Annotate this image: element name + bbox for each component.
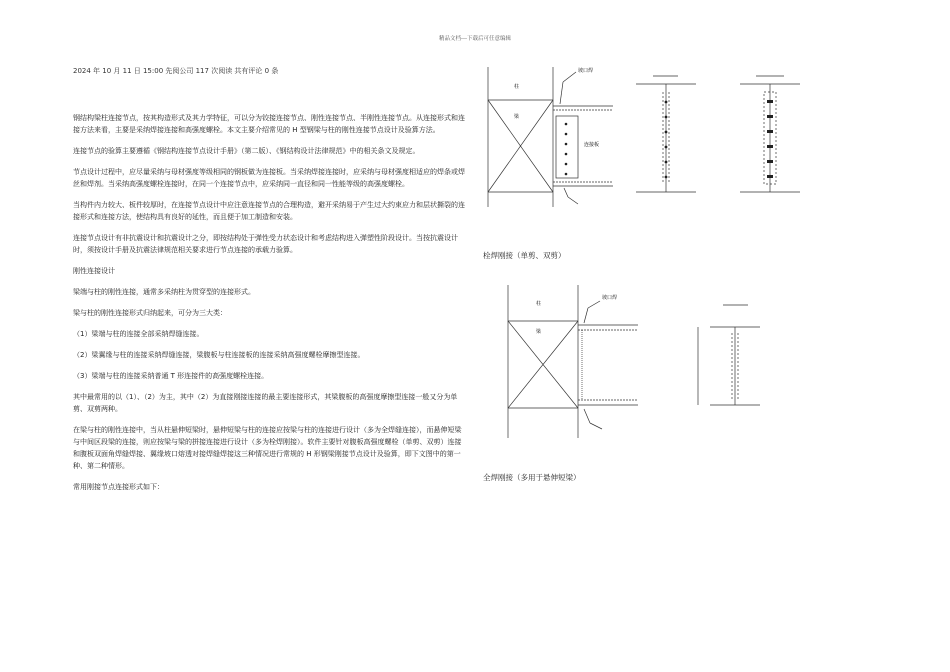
paragraph: 在梁与柱的刚性连接中，当从柱悬伸短梁时，悬伸短梁与柱的连接应按梁与柱的连接进行设计（多为全焊缝连接），而悬伸短梁与中间区段梁的连接，则应按梁与梁的拼接连接进行设计（多为栓焊刚接）。软件主要针对腹板高强度螺栓（单剪、双剪）连接和腹板双面角焊缝焊接、翼缘坡口熔透对接焊缝焊接这三种情况进行常规的 H 形钢梁刚接节点设计及验算，即下文图中的第一种、第二种情形。: [73, 426, 462, 470]
welded-connection-drawing: [478, 283, 778, 443]
page-header: 精品文档---下载后可任意编辑: [439, 36, 511, 42]
figure-caption: 全焊刚接（多用于悬伸短梁）: [483, 473, 581, 482]
paragraph: 当构件内力较大、板件较厚时，在连接节点设计中应注意连接节点的合理构造，避开采纳易于产生过大约束应力和层状撕裂的连接形式和连接方法，使结构具有良好的延性，而且便于加工制造和安装。: [73, 201, 465, 221]
fig1-column-label: 柱: [514, 84, 520, 90]
paragraph: 常用刚接节点连接形式如下：: [73, 483, 164, 491]
article-body: [73, 112, 468, 502]
paragraph: 节点设计过程中，应尽量采纳与母材强度等级相同的钢板做为连接板。当采纳焊接连接时，应采纳与母材强度相适应的焊条或焊丝和焊剂。当采纳高强度螺栓连接时，在同一个连接节点中，应采纳同一直径和同一性能等级的高强度螺栓。: [73, 168, 465, 188]
list-item: （3）梁端与柱的连接采纳普通 T 形连接件的高强度螺栓连接。: [73, 372, 269, 380]
fig1-weld-label: 坡口焊: [578, 68, 594, 74]
fig1-plate-label: 连接板: [584, 142, 600, 148]
fig2-column-label: 柱: [536, 301, 542, 307]
figure-caption: 栓焊刚接（单剪、双剪）: [483, 251, 566, 260]
bolted-welded-connection-drawing: [478, 62, 818, 212]
list-item: （2）梁翼缘与柱的连接采纳焊缝连接，梁腹板与柱连接板的连接采纳高强度螺栓摩擦型连接。: [73, 351, 365, 359]
list-item: （1）梁端与柱的连接全部采纳焊缝连接。: [73, 330, 204, 338]
article-meta: 2024 年 10 月 11 日 15:00 先阅公司 117 次阅读 共有评论 0 条: [73, 67, 279, 75]
section-heading: 刚性连接设计: [73, 267, 115, 275]
paragraph: 钢结构梁柱连接节点，按其构造形式及其力学特征，可以分为铰接连接节点、刚性连接节点、半刚性连接节点。从连接形式和连接方法来看，主要是采纳焊接连接和高强度螺栓。本文主要介绍常见的 H 型钢梁与柱的刚性连接节点设计及验算方法。: [73, 114, 465, 134]
paragraph: 其中最常用的以（1）、（2）为主，其中（2）为直接刚接连接的最主要连接形式，其梁腹板的高强度摩擦型连接一般又分为单剪、双剪两种。: [73, 393, 458, 413]
paragraph: 连接节点的验算主要遵循《钢结构连接节点设计手册》（第二版）、《钢结构设计法律规范》中的相关条文及规定。: [73, 147, 420, 155]
fig1-beam-label: 梁: [514, 114, 520, 120]
fig2-beam-label: 梁: [536, 329, 542, 335]
paragraph: 梁与柱的刚性连接形式归纳起来，可分为三大类：: [73, 309, 227, 317]
fig2-weld-label: 坡口焊: [602, 295, 618, 301]
paragraph: 梁端与柱的刚性连接，通常多采纳柱为贯穿型的连接形式。: [73, 288, 255, 296]
paragraph: 连接节点设计有非抗震设计和抗震设计之分，即按结构处于弹性受力状态设计和考虑结构进入弹塑性阶段设计。当按抗震设计时，须按设计手册及抗震法律规范相关要求进行节点连接的承载力验算。: [73, 234, 458, 254]
